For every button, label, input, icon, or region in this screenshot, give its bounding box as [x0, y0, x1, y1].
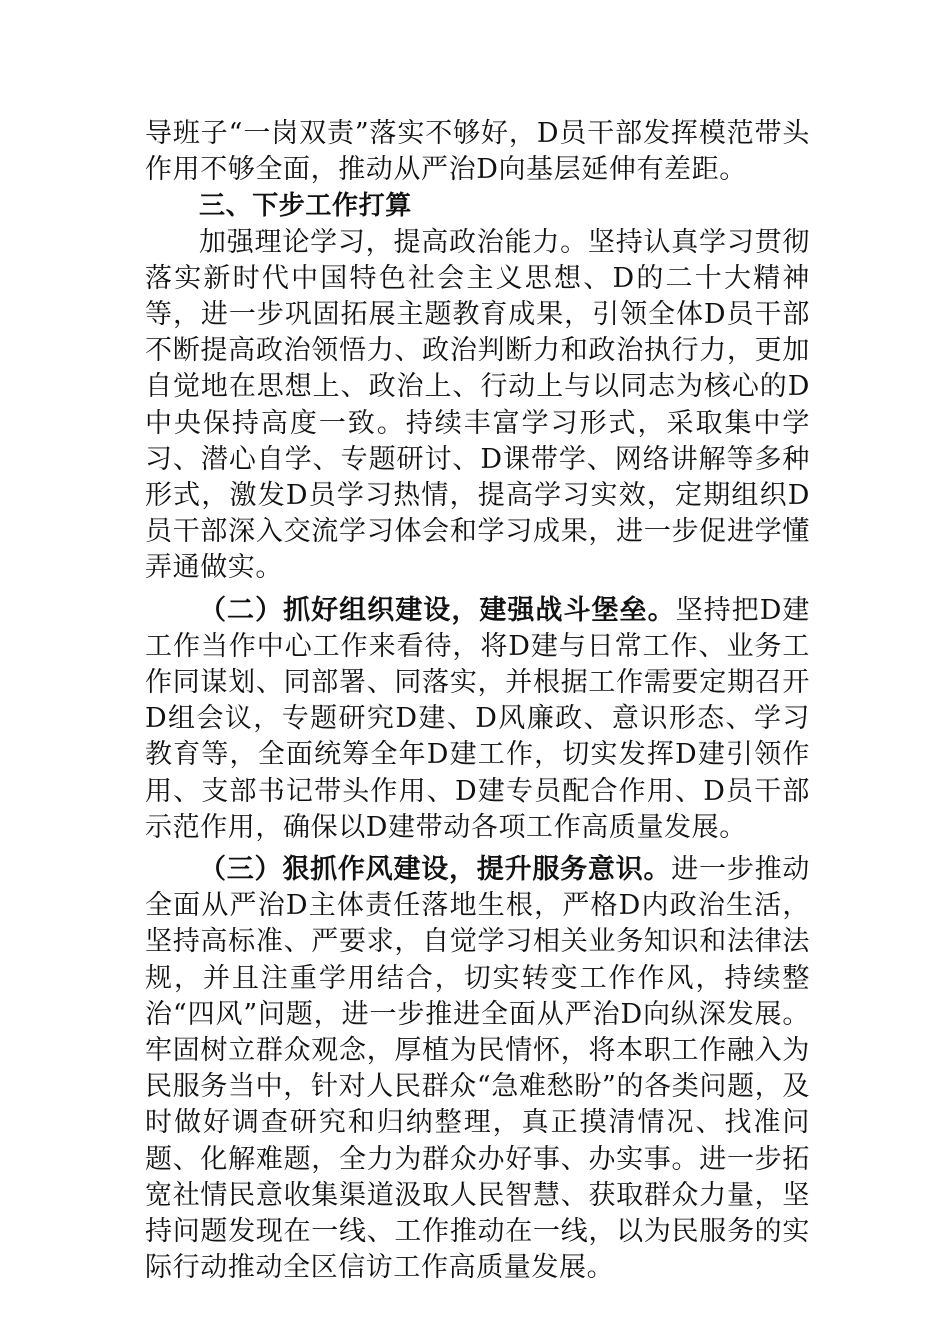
section-heading: 三、下步工作打算 — [199, 191, 412, 222]
paragraph-organization-lead: （二）抓好组织建设，建强战斗堡垒。 — [199, 594, 676, 626]
intro-paragraph: 导班子“一岗双责”落实不够好，D员干部发挥模范带头作用不够全面，推动从严治D向基层延伸有差距。 — [145, 118, 810, 186]
paragraph-work-style-body: 进一步推动全面从严治D主体责任落地生根，严格D内政治生活，坚持高标准、严要求，自觉学习相关业务知识和法律法规，并且注重学用结合，切实转变工作作风，持续整治“四风”问题，进一步推进全面从严治D向纵深发展。牢固树立群众观念，厚植为民情怀，将本职工作融入为民服务当中，针对人民群众“急难愁盼”的各类问题，及时做好调查研究和归纳整理，真正摸清情况、找准问题、化解难题，全力为群众办好事、办实事。进一步拓宽社情民意收集渠道汲取人民智慧、获取群众力量，坚持问题发现在一线、工作推动在一线，以为民服务的实际行动推动全区信访工作高质量发展。 — [145, 854, 811, 1284]
paragraph-organization-body: 坚持把D建工作当作中心工作来看待，将D建与日常工作、业务工作同谋划、同部署、同落实，并根据工作需要定期召开D组会议，专题研究D建、D风廉政、意识形态、学习教育等，全面统筹全年D建工作，切实发挥D建引领作用、支部书记带头作用、D建专员配合作用、D员干部示范作用，确保以D建带动各项工作高质量发展。 — [145, 594, 810, 843]
paragraph-organization — [145, 593, 810, 846]
paragraph-work-style — [145, 852, 810, 1286]
paragraph-work-style-lead: （三）狠抓作风建设，提升服务意识。 — [199, 854, 672, 886]
paragraph-theory-study: 加强理论学习，提高政治能力。坚持认真学习贯彻落实新时代中国特色社会主义思想、D的二十大精神等，进一步巩固拓展主题教育成果，引领全体D员干部不断提高政治领悟力、政治判断力和政治执行力，更加自觉地在思想上、政治上、行动上与以同志为核心的D中央保持高度一致。持续丰富学习形式，采取集中学习、潜心自学、专题研讨、D课带学、网络讲解等多种形式，激发D员学习热情，提高学习实效，定期组织D员干部深入交流学习体会和学习成果，进一步促进学懂弄通做实。 — [145, 226, 810, 584]
document-body — [145, 116, 810, 1287]
